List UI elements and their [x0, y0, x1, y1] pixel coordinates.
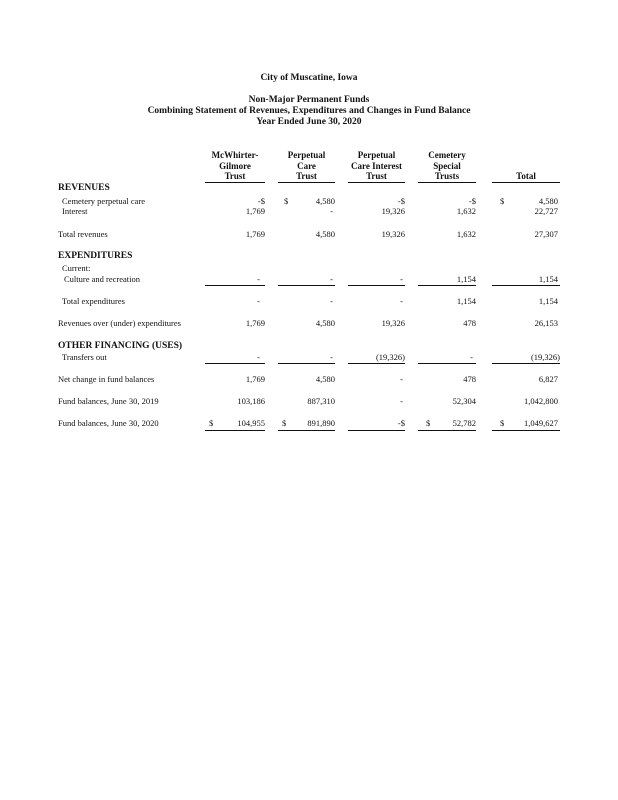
subsection-current: Current:: [62, 263, 91, 273]
cell: -: [330, 352, 333, 362]
cell: -$: [468, 196, 476, 206]
col-head-line: Care: [297, 160, 316, 171]
row-label-interest: Interest: [62, 206, 88, 216]
total-rule: [278, 430, 335, 431]
row-label-revenues-over-under-expenditures: Revenues over (under) expenditures: [58, 318, 181, 328]
section-expenditures: EXPENDITURES: [58, 251, 133, 261]
cell: (19,326): [375, 352, 405, 362]
cell: 1,042,800: [524, 396, 558, 406]
column-header-perpetual-care: [278, 150, 335, 183]
subtotal-rule: [418, 285, 476, 286]
col-head-line: Care Interest: [351, 160, 402, 171]
dollar-sign: $: [426, 418, 431, 428]
cell: 52,304: [452, 396, 476, 406]
period-title: Year Ended June 30, 2020: [256, 117, 362, 127]
row-label-fund-balances-2019: Fund balances, June 30, 2019: [58, 396, 159, 406]
cell: -$: [397, 418, 405, 428]
cell: 19,326: [381, 318, 405, 328]
col-head-line: Trust: [348, 171, 405, 183]
cell: 1,769: [245, 318, 265, 328]
cell: -: [330, 206, 333, 216]
cell: 1,769: [245, 206, 265, 216]
dollar-sign: $: [282, 418, 287, 428]
cell: 104,955: [237, 418, 265, 428]
row-label-culture-recreation: Culture and recreation: [64, 274, 140, 284]
subtotal-rule: [492, 285, 560, 286]
dollar-sign: $: [209, 418, 214, 428]
subtotal-rule: [205, 285, 265, 286]
column-header-total: [492, 150, 560, 183]
cell: 19,326: [381, 206, 405, 216]
cell: 478: [463, 318, 476, 328]
col-head-line: [492, 161, 560, 172]
dollar-sign: $: [500, 418, 505, 428]
subtotal-rule: [348, 285, 405, 286]
subtotal-rule: [348, 363, 405, 364]
cell: (19,326): [530, 352, 560, 362]
col-head-line: Trusts: [418, 171, 476, 183]
cell: 1,769: [245, 229, 265, 239]
subtotal-rule: [278, 285, 335, 286]
column-header-cemetery-special: [418, 150, 476, 183]
col-head-line: Trust: [278, 171, 335, 183]
cell: 1,632: [456, 206, 476, 216]
fund-group-title: Non-Major Permanent Funds: [248, 95, 370, 105]
cell: -: [257, 352, 260, 362]
cell: 27,307: [534, 229, 558, 239]
cell: 1,632: [456, 229, 476, 239]
cell: 4,580: [315, 229, 335, 239]
cell: 26,153: [534, 318, 558, 328]
cell: 887,310: [307, 396, 335, 406]
col-head-line: Perpetual: [357, 150, 396, 160]
cell: -: [257, 296, 260, 306]
col-head-line: Special: [433, 160, 461, 171]
cell: 1,154: [538, 274, 558, 284]
cell: 4,580: [315, 196, 335, 206]
cell: 4,580: [538, 196, 558, 206]
cell: 1,049,627: [524, 418, 558, 428]
cell: -: [400, 374, 403, 384]
cell: 6,827: [538, 374, 558, 384]
col-head-line: [492, 150, 560, 161]
col-head-line: Gilmore: [219, 160, 251, 171]
section-other-financing: OTHER FINANCING (USES): [58, 341, 183, 351]
total-rule: [348, 430, 405, 431]
row-label-total-revenues: Total revenues: [58, 229, 108, 239]
cell: -$: [257, 196, 265, 206]
statement-title: Combining Statement of Revenues, Expenditures and Changes in Fund Balance: [147, 106, 471, 116]
cell: 4,580: [315, 318, 335, 328]
cell: 103,186: [237, 396, 265, 406]
total-rule: [205, 430, 265, 431]
cell: -: [400, 396, 403, 406]
subtotal-rule: [278, 363, 335, 364]
cell: 1,769: [245, 374, 265, 384]
section-revenues: REVENUES: [58, 183, 110, 193]
cell: -: [400, 296, 403, 306]
col-head-line: Cemetery: [428, 150, 466, 160]
dollar-sign: $: [500, 196, 505, 206]
cell: 52,782: [452, 418, 476, 428]
cell: 891,890: [307, 418, 335, 428]
cell: -: [330, 274, 333, 284]
row-label-net-change: Net change in fund balances: [58, 374, 155, 384]
row-label-transfers-out: Transfers out: [62, 352, 107, 362]
cell: -: [257, 274, 260, 284]
cell: 478: [463, 374, 476, 384]
subtotal-rule: [492, 363, 560, 364]
subtotal-rule: [205, 363, 265, 364]
col-head-line: Trust: [205, 171, 265, 183]
column-header-mcwhirter-gilmore: [205, 150, 265, 183]
cell: -: [470, 352, 473, 362]
cell: -: [400, 274, 403, 284]
cell: 1,154: [456, 296, 476, 306]
col-head-line: Total: [492, 171, 560, 183]
row-label-fund-balances-2020: Fund balances, June 30, 2020: [58, 418, 159, 428]
col-head-line: Perpetual: [287, 150, 326, 160]
total-rule: [418, 430, 476, 431]
row-label-total-expenditures: Total expenditures: [62, 296, 125, 306]
column-header-perpetual-care-interest: [348, 150, 405, 183]
cell: 1,154: [456, 274, 476, 284]
row-label-cemetery-perpetual-care: Cemetery perpetual care: [62, 196, 146, 206]
cell: 4,580: [315, 374, 335, 384]
entity-title: City of Muscatine, Iowa: [260, 73, 358, 83]
cell: 1,154: [538, 296, 558, 306]
cell: 19,326: [381, 229, 405, 239]
cell: -$: [397, 196, 405, 206]
col-head-line: McWhirter-: [211, 150, 259, 160]
cell: -: [330, 296, 333, 306]
dollar-sign: $: [284, 196, 289, 206]
subtotal-rule: [418, 363, 476, 364]
total-rule: [492, 430, 560, 431]
cell: 22,727: [534, 206, 558, 216]
